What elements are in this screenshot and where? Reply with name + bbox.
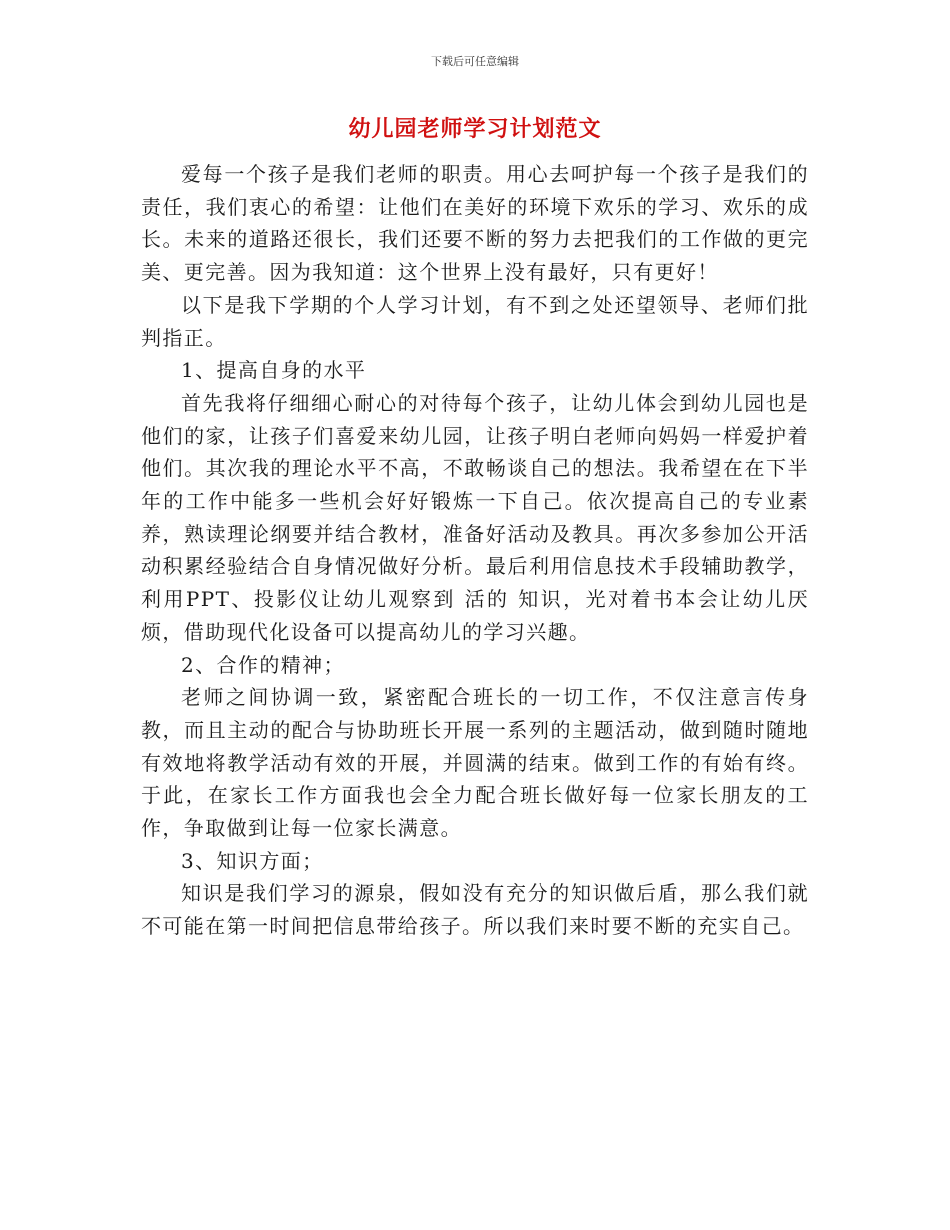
paragraph-section-2: 老师之间协调一致，紧密配合班长的一切工作，不仅注意言传身教，而且主动的配合与协助班长开展一系列的主题活动，做到随时随地有效地将教学活动有效的开展，并圆满的结束。做到工作的有始有终。于此，在家长工作方面我也会全力配合班长做好每一位家长朋友的工作，争取做到让每一位家长满意。: [141, 685, 809, 841]
section-heading-1: 1、提高自身的水平: [181, 358, 367, 383]
paragraph-intro: 爱每一个孩子是我们老师的职责。用心去呵护每一个孩子是我们的责任，我们衷心的希望：让他们在美好的环境下欢乐的学习、欢乐的成长。未来的道路还很长，我们还要不断的努力去把我们的工作做的更完美、更完善。因为我知道：这个世界上没有最好，只有更好！: [141, 162, 809, 285]
section-heading-2: 2、合作的精神；: [181, 652, 345, 677]
document-title: 幼儿园老师学习计划范文: [348, 117, 602, 142]
paragraph-section-1: 首先我将仔细细心耐心的对待每个孩子，让幼儿体会到幼儿园也是他们的家，让孩子们喜爱来幼儿园，让孩子明白老师向妈妈一样爱护着他们。其次我的理论水平不高，不敢畅谈自己的想法。我希望在在下半年的工作中能多一些机会好好锻炼一下自己。依次提高自己的专业素养，熟读理论纲要并结合教材，准备好活动及教具。再次多参加公开活动积累经验结合自身情况做好分析。最后利用信息技术手段辅助教学，利用PPT、投影仪让幼儿观察到 活的 知识，光对着书本会让幼儿厌烦，借助现代化设备可以提高幼儿的学习兴趣。: [141, 390, 809, 644]
paragraph-section-3: 知识是我们学习的源泉，假如没有充分的知识做后盾，那么我们就不可能在第一时间把信息带给孩子。所以我们来时要不断的充实自己。: [141, 881, 809, 939]
paragraph-plan-intro: 以下是我下学期的个人学习计划，有不到之处还望领导、老师们批判指正。: [141, 292, 809, 350]
page-header: 下载后可任意编辑: [431, 55, 519, 68]
section-heading-3: 3、知识方面；: [181, 848, 324, 873]
document-body: [141, 158, 809, 943]
